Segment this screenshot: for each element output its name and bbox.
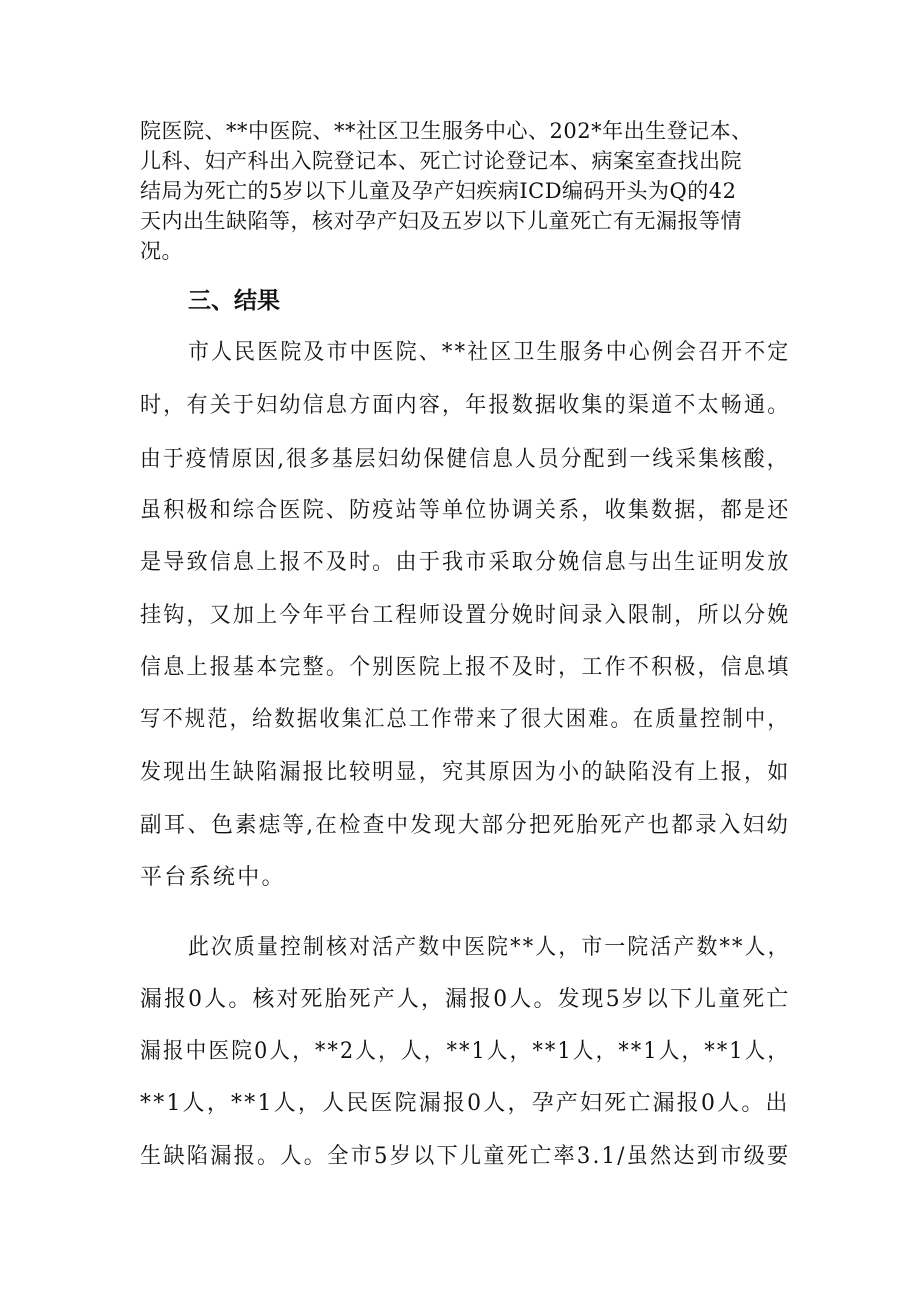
result-line: 市人民医院及市中医院、**社区卫生服务中心例会召开不定 xyxy=(188,340,791,365)
qc-line: 生缺陷漏报。人。全市5岁以下儿童死亡率3.1/虽然达到市级要 xyxy=(140,1144,791,1169)
result-line: 由于疫情原因,很多基层妇幼保健信息人员分配到一线采集核酸， xyxy=(140,447,790,472)
intro-line: 结局为死亡的5岁以下儿童及孕产妇疾病ICD编码开头为Q的42 xyxy=(140,179,737,203)
result-line: 信息上报基本完整。个别医院上报不及时，工作不积极，信息填 xyxy=(140,655,791,680)
qc-line: 漏报0人。核对死胎死产人，漏报0人。发现5岁以下儿童死亡 xyxy=(140,987,791,1012)
section-heading: 三、结果 xyxy=(188,287,280,314)
result-line: 副耳、色素痣等,在检查中发现大部分把死胎死产也都录入妇幼 xyxy=(140,813,791,838)
result-line: 挂钩，又加上今年平台工程师设置分娩时间录入限制，所以分娩 xyxy=(140,603,791,628)
intro-line: 况。 xyxy=(140,239,183,263)
result-line: 发现出生缺陷漏报比较明显，究其原因为小的缺陷没有上报，如 xyxy=(140,760,791,785)
result-line: 是导致信息上报不及时。由于我市采取分娩信息与出生证明发放 xyxy=(140,550,791,575)
qc-line: 此次质量控制核对活产数中医院**人，市一院活产数**人， xyxy=(188,935,791,960)
intro-line: 院医院、**中医院、**社区卫生服务中心、202*年出生登记本、 xyxy=(140,119,753,143)
qc-line: 漏报中医院0人，**2人，人，**1人，**1人，**1人，**1人， xyxy=(140,1039,791,1064)
result-line: 写不规范，给数据收集汇总工作带来了很大困难。在质量控制中， xyxy=(140,707,790,732)
intro-line: 儿科、妇产科出入院登记本、死亡讨论登记本、病案室查找出院 xyxy=(140,149,742,173)
result-line: 时，有关于妇幼信息方面内容，年报数据收集的渠道不太畅通。 xyxy=(140,393,791,418)
intro-line: 天内出生缺陷等，核对孕产妇及五岁以下儿童死亡有无漏报等情 xyxy=(140,209,742,233)
result-line: 虽积极和综合医院、防疫站等单位协调关系，收集数据，都是还 xyxy=(140,498,791,523)
qc-line: **1人，**1人，人民医院漏报0人，孕产妇死亡漏报0人。出 xyxy=(140,1091,790,1116)
result-line: 平台系统中。 xyxy=(140,865,286,890)
